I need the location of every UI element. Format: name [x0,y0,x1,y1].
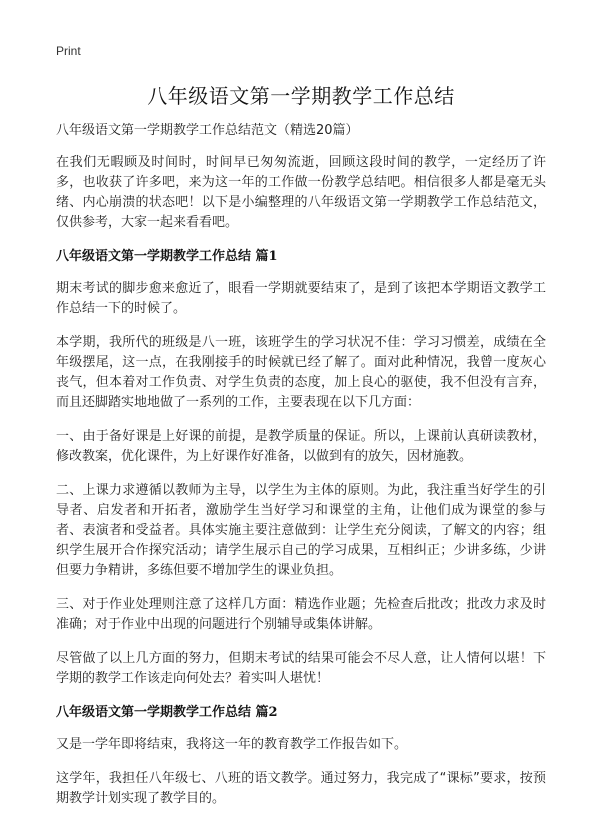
intro-paragraph: 在我们无暇顾及时间时，时间早已匆匆流逝，回顾这段时间的教学，一定经历了许多，也收获了许多吧，来为这一年的工作做一份教学总结吧。相信很多人都是毫无头绪、内心崩溃的状态吧！以下是小编整理的八年级语文第一学期教学工作总结范文，仅供参考，大家一起来看看吧。 [56,155,546,230]
paragraph: 期末考试的脚步愈来愈近了，眼看一学期就要结束了，是到了该把本学期语文教学工作总结一下的时候了。 [56,281,546,316]
section-2 [56,703,546,809]
print-link[interactable]: Print [56,44,81,58]
paragraph: 这学年，我担任八年级七、八班的语文教学。通过努力，我完成了“课标”要求，按预期教学计划实现了教学目的。 [56,771,546,806]
document-title: 八年级语文第一学期教学工作总结 [147,84,455,108]
paragraph: 三、对于作业处理则注意了这样几方面：精选作业题；先检查后批改；批改力求及时准确；对于作业中出现的问题进行个别辅导或集体讲解。 [56,597,546,632]
section-heading: 八年级语文第一学期教学工作总结 篇1 [56,249,278,264]
paragraph: 二、上课力求遵循以教师为主导，以学生为主体的原则。为此，我注重当好学生的引导者、启发者和开拓者，激励学生当好学习和课堂的主角，让他们成为课堂的参与者、表演者和受益者。具体实施主要注意做到：让学生充分阅读，了解文的内容；组织学生展开合作探究活动；请学生展示自己的学习成果，互相纠正；少讲多练，少讲但要力争精讲，多练但要不增加学生的课业负担。 [56,483,546,578]
section-1 [56,247,546,689]
paragraph: 又是一学年即将结束，我将这一年的教育教学工作报告如下。 [56,737,408,752]
paragraph: 一、由于备好课是上好课的前提，是教学质量的保证。所以，上课前认真研读教材，修改教案，优化课件，为上好课作好准备，以做到有的放矢，因材施教。 [56,429,546,464]
section-heading: 八年级语文第一学期教学工作总结 篇2 [56,705,278,720]
document-subtitle: 八年级语文第一学期教学工作总结范文（精选20篇） [56,123,359,138]
paragraph: 本学期，我所代的班级是八一班，该班学生的学习状况不佳：学习习惯差，成绩在全年级摆尾，这一点，在我刚接手的时候就已经了解了。面对此种情况，我曾一度灰心丧气，但本着对工作负责、对学生负责的态度，加上良心的驱使，我不但没有言弃，而且还脚踏实地地做了一系列的工作，主要表现在以下几方面： [56,335,546,410]
paragraph: 尽管做了以上几方面的努力，但期末考试的结果可能会不尽人意，让人情何以堪！下学期的教学工作该走向何处去？着实叫人堪忧！ [56,651,546,686]
document-body [56,121,546,823]
